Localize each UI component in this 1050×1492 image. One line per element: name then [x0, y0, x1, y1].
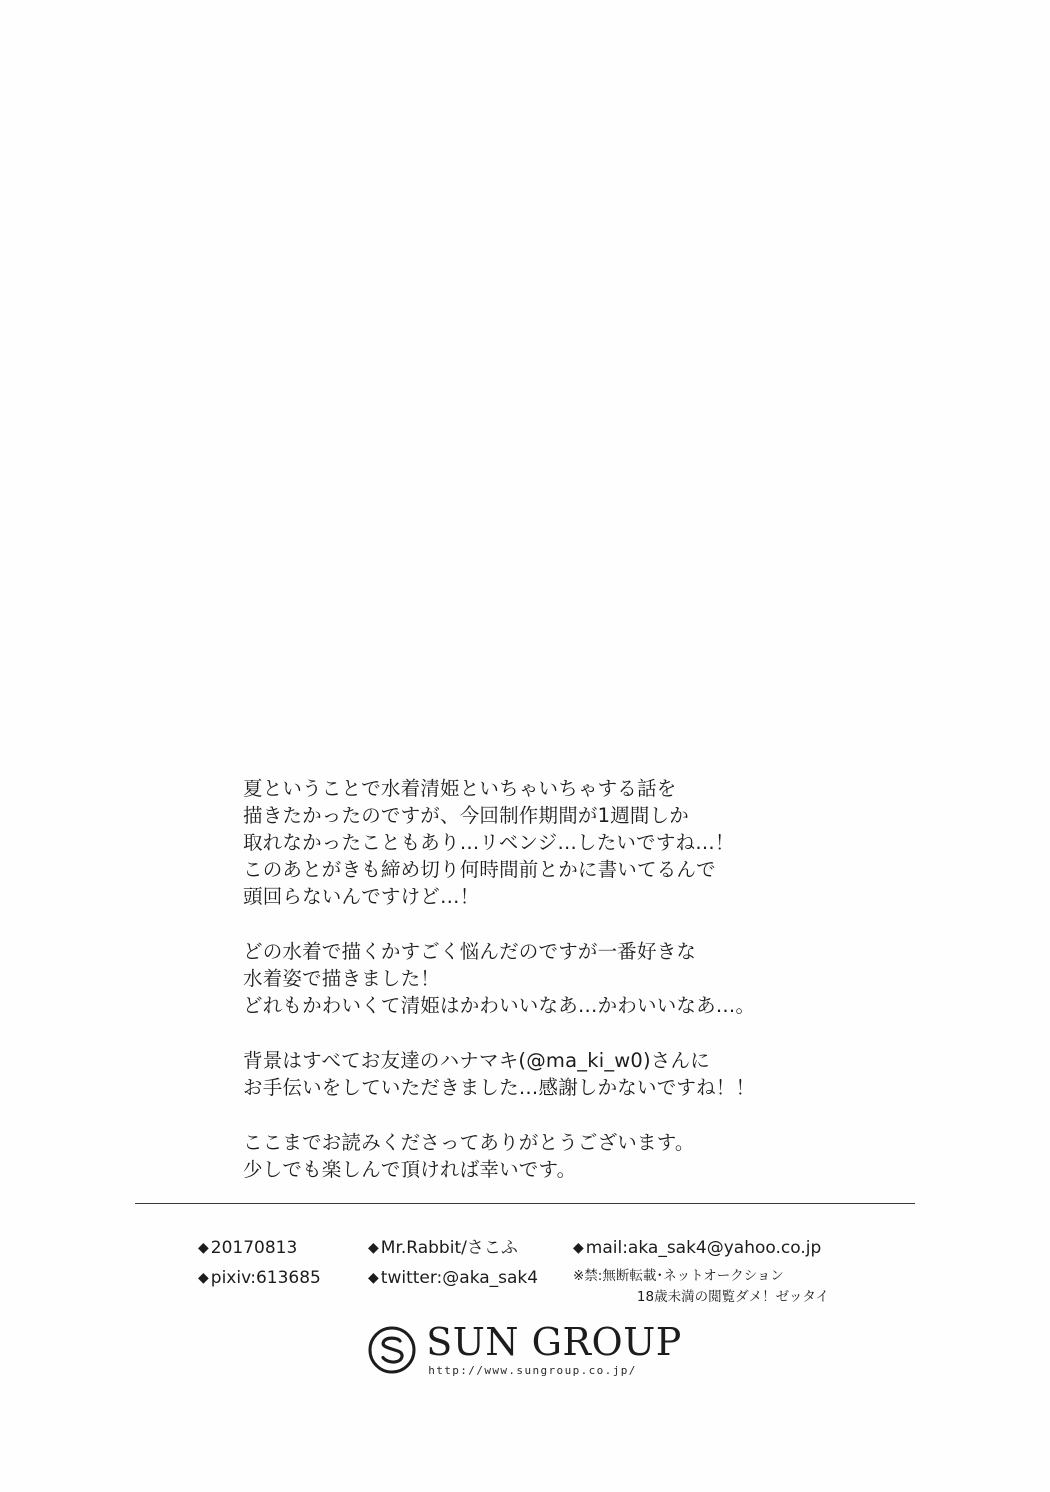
afterword-line: 描きたかったのですが、今回制作期間が1週間しか: [243, 804, 690, 827]
circle-name-value: Mr.Rabbit/さこふ: [380, 1238, 518, 1258]
twitter-handle[interactable]: [368, 1266, 573, 1291]
afterword-line: 頭回らないんですけど…！: [243, 885, 480, 908]
twitter-handle-value: twitter:@aka_sak4: [380, 1268, 539, 1288]
diamond-bullet-icon: ◆: [573, 1240, 584, 1256]
afterword-paragraph: [243, 1129, 883, 1183]
afterword-paragraph: [243, 938, 883, 1019]
afterword-paragraph: [243, 1047, 883, 1101]
logo-text-block: [426, 1322, 682, 1377]
sun-circle-s-icon: [368, 1326, 416, 1374]
circle-name: [368, 1236, 573, 1261]
afterword-text: [243, 775, 883, 1183]
age-warning: 18歳未満の閲覧ダメ！ゼッタイ: [636, 1289, 830, 1305]
logo-url[interactable]: http://www.sungroup.co.jp/: [428, 1364, 637, 1377]
pixiv-id[interactable]: [198, 1266, 368, 1291]
afterword-line: ここまでお読みくださってありがとうございます。: [243, 1131, 695, 1154]
afterword-paragraph: [243, 775, 883, 910]
colophon: [198, 1236, 898, 1312]
mail-address[interactable]: [573, 1236, 893, 1261]
afterword-line: どの水着で描くかすごく悩んだのですが一番好きな: [243, 940, 697, 963]
diamond-bullet-icon: ◆: [368, 1270, 379, 1286]
logo-wordmark: SUN GROUP: [426, 1320, 682, 1364]
diamond-bullet-icon: ◆: [368, 1240, 379, 1256]
afterword-line: このあとがきも締め切り何時間前とかに書いてるんで: [243, 858, 716, 881]
reprint-notice: ※禁:無断転載･ネットオークション: [573, 1268, 784, 1284]
sun-group-logo: [368, 1322, 682, 1377]
afterword-line: 夏ということで水着清姫といちゃいちゃする話を: [243, 777, 677, 800]
colophon-row: [198, 1266, 898, 1307]
afterword-line: 背景はすべてお友達のハナマキ(@ma_ki_w0)さんに: [243, 1049, 710, 1072]
colophon-row: [198, 1236, 898, 1261]
afterword-line: 水着姿で描きました！: [243, 967, 441, 990]
publisher-logo-block: [0, 1322, 1050, 1377]
pixiv-id-value: pixiv:613685: [210, 1268, 321, 1288]
publication-date-value: 20170813: [210, 1238, 298, 1258]
afterword-line: お手伝いをしていただきました…感謝しかないですね！！: [243, 1076, 756, 1099]
afterword-line: どれもかわいくて清姫はかわいいなあ…かわいいなあ…。: [243, 994, 756, 1017]
publication-date: [198, 1236, 368, 1261]
afterword-line: 少しでも楽しんで頂ければ幸いです。: [243, 1158, 577, 1181]
section-divider: [135, 1203, 915, 1204]
diamond-bullet-icon: ◆: [198, 1240, 209, 1256]
diamond-bullet-icon: ◆: [198, 1270, 209, 1286]
afterword-line: 取れなかったこともあり…リベンジ…したいですね…！: [243, 831, 735, 854]
mail-address-value: mail:aka_sak4@yahoo.co.jp: [585, 1238, 822, 1258]
